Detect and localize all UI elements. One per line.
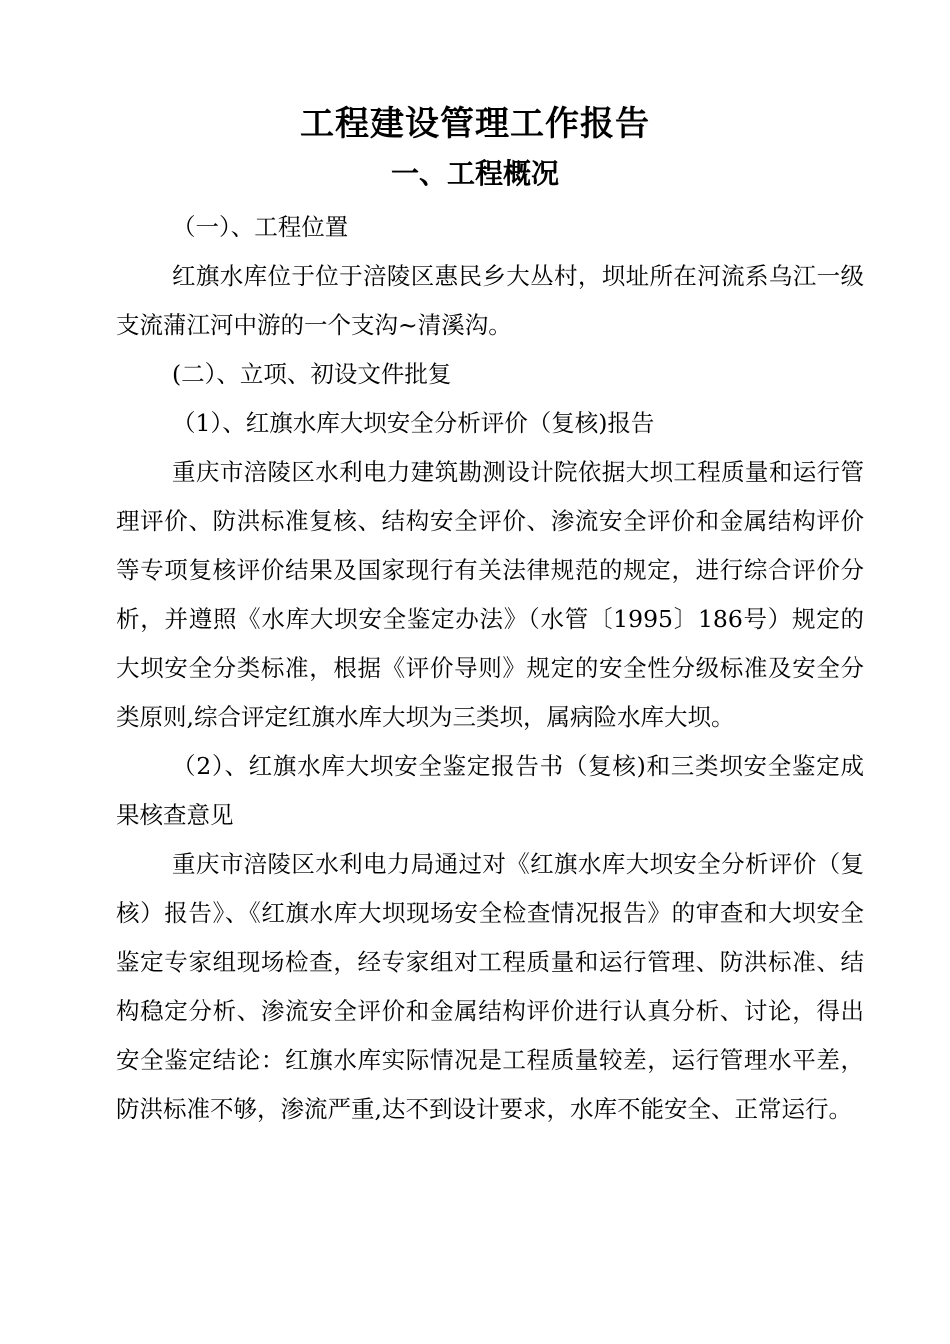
paragraph-safety-appraisal: 重庆市涪陵区水利电力局通过对《红旗水库大坝安全分析评价（复核）报告》、《红旗水库大坝现场安全检查情况报告》的审查和大坝安全鉴定专家组现场检查，经专家组对工程质量和运行管理、防洪标准、结构稳定分析、渗流安全评价和金属结构评价进行认真分析、讨论，得出安全鉴定结论：红旗水库实际情况是工程质量较差，运行管理水平差，防洪标准不够，渗流严重,达不到设计要求，水库不能安全、正常运行。	[116, 850, 864, 1123]
subheading-location: （一）、工程位置	[172, 213, 349, 241]
subheading-safety-appraisal: （2）、红旗水库大坝安全鉴定报告书（复核)和三类坝安全鉴定成果核查意见	[116, 752, 864, 829]
section-heading: 一、工程概况	[390, 157, 559, 190]
subheading-safety-evaluation: （1）、红旗水库大坝安全分析评价（复核)报告	[172, 409, 655, 437]
paragraph-safety-evaluation: 重庆市涪陵区水利电力建筑勘测设计院依据大坝工程质量和运行管理评价、防洪标准复核、结构安全评价、渗流安全评价和金属结构评价等专项复核评价结果及国家现行有关法律规范的规定，进行综合评价分析，并遵照《水库大坝安全鉴定办法》（水管〔1995〕186号）规定的大坝安全分类标准，根据《评价导则》规定的安全性分级标准及安全分类原则,综合评定红旗水库大坝为三类坝，属病险水库大坝。	[116, 458, 864, 731]
document-title: 工程建设管理工作报告	[300, 104, 650, 144]
subheading-approval: (二）、立项、初设文件批复	[172, 360, 452, 388]
document-body	[116, 203, 864, 1134]
paragraph-location: 红旗水库位于位于涪陵区惠民乡大丛村，坝址所在河流系乌江一级支流蒲江河中游的一个支沟~清溪沟。	[116, 262, 864, 339]
